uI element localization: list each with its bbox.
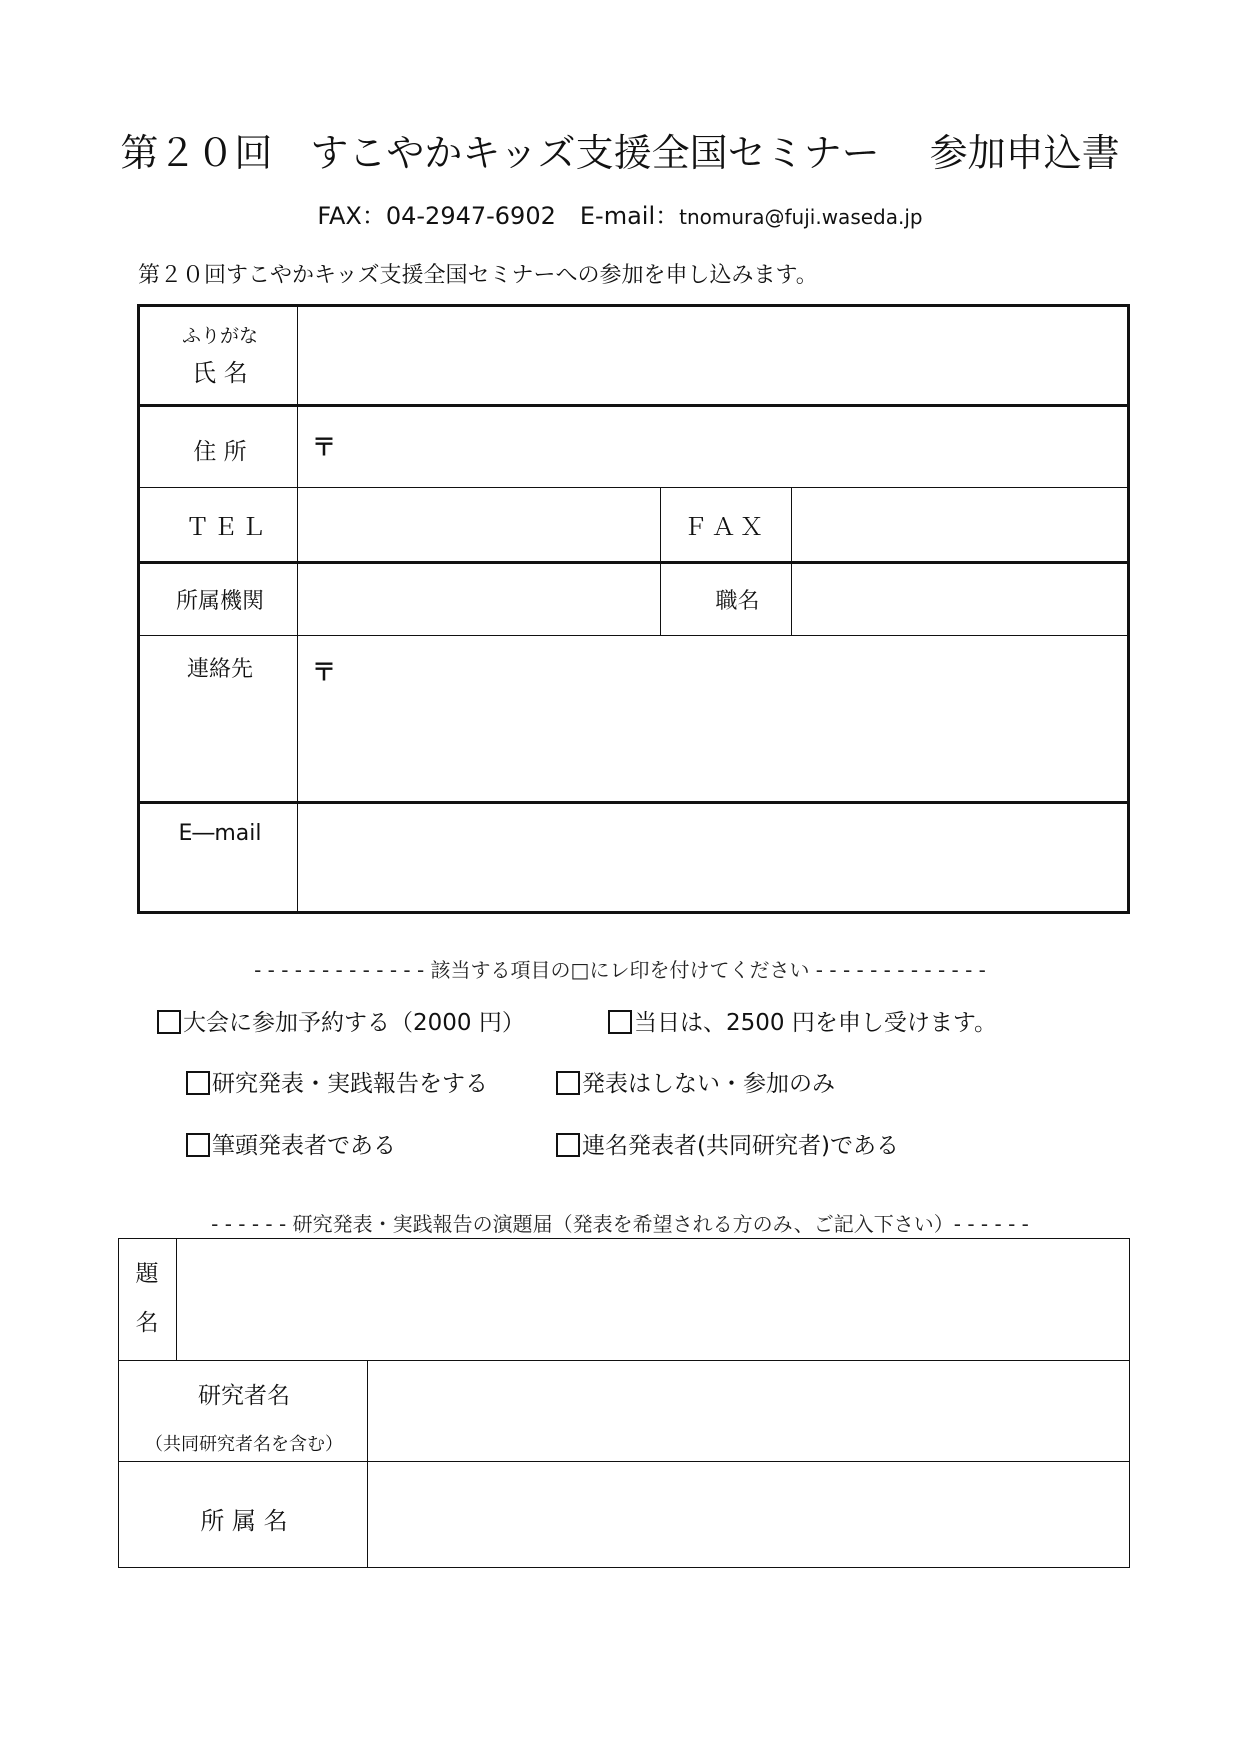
presentation-title-field[interactable] — [179, 1239, 1129, 1359]
contact-field[interactable] — [300, 638, 1130, 800]
furigana-label: ふりがな — [181, 325, 258, 347]
option-first-author[interactable]: 筆頭発表者である — [186, 1127, 396, 1160]
checklist-instruction: - - - - - - - - - - - - - 該当する項目の□にレ印を付けてください - - - - - - - - - - - - - — [254, 958, 986, 982]
checkbox[interactable] — [608, 1010, 632, 1034]
tel-label: ＴＥＬ — [185, 513, 270, 541]
contact-label: 連絡先 — [186, 657, 253, 682]
application-form-table — [137, 304, 1130, 914]
option-reserve[interactable]: 大会に参加予約する（2000 円） — [157, 1004, 525, 1037]
email-address: tnomura@fuji.waseda.jp — [679, 205, 923, 229]
organization-field[interactable] — [300, 564, 658, 634]
option-present[interactable]: 研究発表・実践報告をする — [186, 1065, 488, 1098]
checkbox[interactable] — [186, 1071, 210, 1095]
option-attend-only[interactable]: 発表はしない・参加のみ — [556, 1065, 835, 1098]
researcher-field[interactable] — [370, 1363, 1128, 1460]
checkbox[interactable] — [157, 1010, 181, 1034]
affiliation-label: 所 属 名 — [200, 1507, 288, 1535]
fax-line: FAX：04-2947-6902 E-mail： — [317, 202, 680, 230]
position-field[interactable] — [794, 564, 1130, 634]
address-field[interactable] — [300, 407, 1130, 487]
email-field[interactable] — [300, 804, 1130, 910]
organization-label: 所属機関 — [175, 589, 264, 614]
researcher-label: 研究者名 — [198, 1383, 290, 1409]
checkbox[interactable] — [556, 1071, 580, 1095]
option-co-author[interactable]: 連名発表者(共同研究者)である — [556, 1127, 899, 1160]
contact-line — [0, 196, 1240, 231]
researcher-note: （共同研究者名を含む） — [145, 1434, 343, 1455]
presentation-heading: - - - - - - 研究発表・実践報告の演題届（発表を希望される方のみ、ご記入下さい）- - - - - - — [211, 1212, 1029, 1236]
address-label: 住 所 — [193, 439, 247, 465]
option-same-day[interactable]: 当日は、2500 円を申し受けます。 — [608, 1004, 997, 1037]
position-label: 職名 — [715, 589, 760, 614]
affiliation-field[interactable] — [370, 1464, 1128, 1566]
email-label: E―mail — [178, 821, 262, 846]
address-zip-mark: 〒 — [312, 433, 336, 461]
name-field[interactable] — [300, 307, 1130, 403]
tel-field[interactable] — [300, 490, 658, 560]
contact-zip-mark: 〒 — [312, 658, 336, 686]
fax-label: ＦＡＸ — [683, 513, 768, 541]
checkbox[interactable] — [556, 1133, 580, 1157]
fax-field[interactable] — [794, 490, 1130, 560]
checkbox[interactable] — [186, 1133, 210, 1157]
intro-text: 第２０回すこやかキッズ支援全国セミナーへの参加を申し込みます。 — [138, 263, 818, 288]
title-label-2: 名 — [135, 1310, 159, 1336]
title-label-1: 題 — [135, 1261, 159, 1287]
presentation-table — [118, 1238, 1130, 1568]
name-label: 氏 名 — [192, 359, 248, 387]
page-title: 第２０回 すこやかキッズ支援全国セミナー 参加申込書 — [120, 131, 1120, 175]
